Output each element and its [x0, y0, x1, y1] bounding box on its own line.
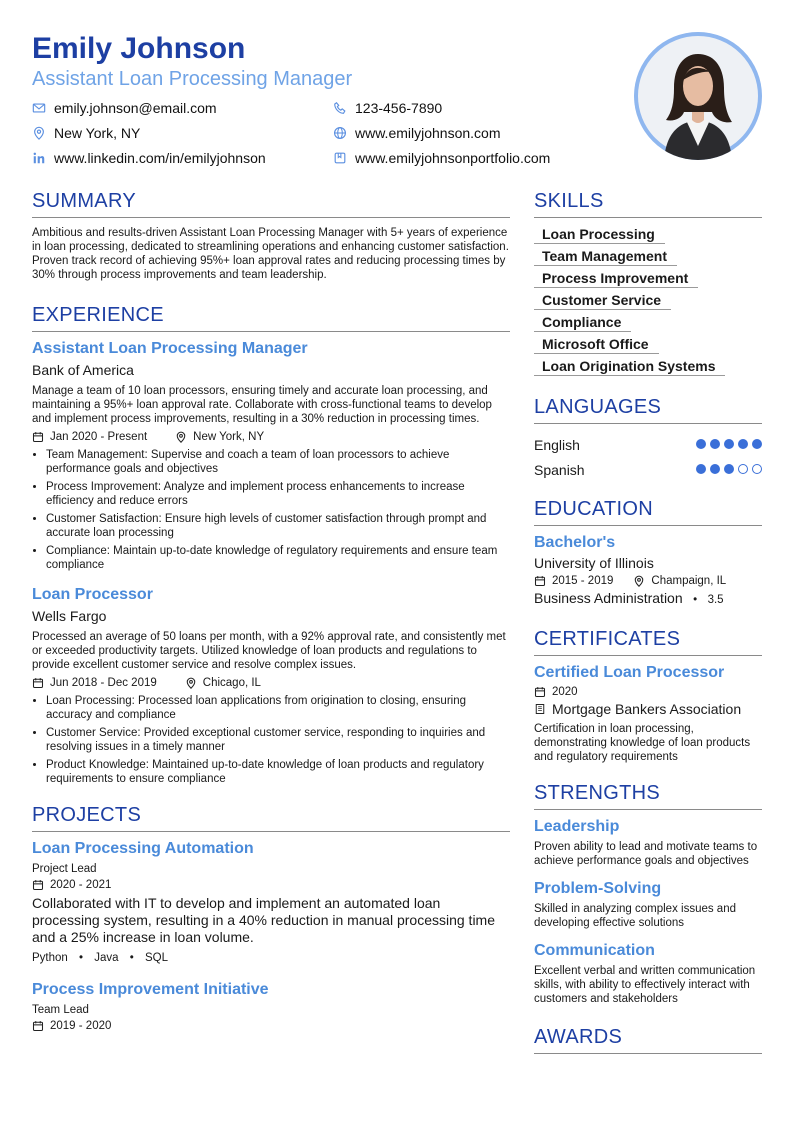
job-2-description: Processed an average of 50 loans per month, with a 92% approval rate, and consistently met or exceeded productivity targets. Utilized knowledge of loan products and regulations to provide excellent customer service and resolve complex issues. [32, 631, 506, 671]
project-1-name: Loan Processing Automation [32, 840, 254, 857]
calendar-icon [32, 1020, 44, 1032]
education-heading: EDUCATION [534, 498, 762, 526]
strength-2-name: Problem-Solving [534, 880, 662, 897]
education-degree: Bachelor's [534, 534, 616, 551]
location-icon [32, 126, 46, 140]
strength-1-description: Proven ability to lead and motivate teams to achieve performance goals and objectives [534, 841, 758, 867]
certificate-issuer: Mortgage Bankers Association [552, 701, 742, 717]
project-1-description: Collaborated with IT to develop and implement an automated loan processing system, resulting in a 40% reduction in manual processing time and a 25% increase in loan volume. [32, 895, 496, 945]
certificate-name: Certified Loan Processor [534, 664, 725, 681]
calendar-icon [534, 686, 546, 698]
phone-text[interactable]: 123-456-7890 [355, 100, 443, 116]
job-2-dates: Jun 2018 - Dec 2019 [50, 677, 157, 689]
language-row [534, 432, 762, 457]
skill-tag: Compliance [534, 314, 631, 332]
linkedin-text[interactable]: www.linkedin.com/in/emilyjohnson [54, 150, 266, 166]
skill-tag: Team Management [534, 248, 677, 266]
certificates-heading: CERTIFICATES [534, 628, 762, 656]
job-2-meta [32, 677, 510, 689]
language-name: English [534, 436, 580, 453]
summary-text: Ambitious and results-driven Assistant Loan Processing Manager with 5+ years of experience in loan processing, dedicated to streamlining operations and enhancing customer satisfaction. Proven track record of achieving 95%+ loan approval rates and reducing processing times by 30% through process improvements and team leadership. [32, 227, 509, 281]
dot-filled [696, 439, 706, 449]
education-dates: 2015 - 2019 [552, 575, 614, 587]
languages-list [534, 432, 762, 482]
job-1-description: Manage a team of 10 loan processors, ensuring timely and accurate loan processing, and maintaining a 95%+ loan approval rate. Collaborate with cross-functional teams to develop and implement process improvements, resulting in a 30% reduction in processing times. [32, 385, 492, 425]
project-2-meta [32, 1020, 510, 1032]
right-column [534, 190, 762, 1054]
skills-list [534, 226, 762, 380]
list-item: • Team Management: Supervise and coach a team of loan processors to achieve performance goals and objectives [46, 448, 510, 476]
certificate-year-row [534, 686, 762, 698]
job-2-role: Loan Processor [32, 586, 153, 603]
list-item: • Customer Service: Provided exceptional customer service, responding to inquiries and resolving issues in a timely manner [46, 726, 510, 754]
profile-photo [634, 32, 762, 160]
skills-heading: SKILLS [534, 190, 762, 218]
mail-icon [32, 101, 46, 115]
certificate-year: 2020 [552, 686, 578, 698]
education-school: University of Illinois [534, 555, 654, 571]
contact-phone[interactable] [333, 100, 442, 116]
candidate-name: Emily Johnson [32, 32, 246, 65]
calendar-icon [32, 431, 44, 443]
education-location: Champaign, IL [651, 575, 727, 587]
candidate-title: Assistant Loan Processing Manager [32, 68, 353, 90]
project-2-name: Process Improvement Initiative [32, 981, 269, 998]
dot-filled [752, 439, 762, 449]
strength-2 [534, 880, 762, 930]
email-text[interactable]: emily.johnson@email.com [54, 100, 217, 116]
contact-website[interactable] [333, 125, 501, 141]
job-1-bullets [32, 448, 510, 572]
website-text[interactable]: www.emilyjohnson.com [355, 125, 501, 141]
linkedin-icon [32, 151, 46, 165]
strength-2-description: Skilled in analyzing complex issues and developing effective solutions [534, 903, 736, 929]
education-field: Business Administration [534, 590, 683, 606]
calendar-icon [32, 677, 44, 689]
language-row [534, 457, 762, 482]
dot-filled [724, 439, 734, 449]
skill-tag: Process Improvement [534, 270, 698, 288]
skill-tag: Loan Origination Systems [534, 358, 725, 376]
dot-empty [752, 464, 762, 474]
skill-tag: Loan Processing [534, 226, 665, 244]
skill-tag: Microsoft Office [534, 336, 659, 354]
strengths-heading: STRENGTHS [534, 782, 762, 810]
location-pin-icon [175, 431, 187, 443]
project-2 [32, 981, 510, 1032]
strength-3 [534, 942, 762, 1006]
project-1-tools: Python • Java • SQL [32, 952, 168, 964]
calendar-icon [32, 879, 44, 891]
languages-heading: LANGUAGES [534, 396, 762, 424]
globe-icon [333, 126, 347, 140]
project-1 [32, 840, 510, 965]
list-item: • Compliance: Maintain up-to-date knowledge of regulatory requirements and ensure team compliance [46, 544, 510, 572]
contact-email[interactable] [32, 100, 217, 116]
list-item: • Loan Processing: Processed loan applications from origination to closing, ensuring accuracy and compliance [46, 694, 510, 722]
certificate-description: Certification in loan processing, demonstrating knowledge of loan products and regulatory requirements [534, 723, 751, 763]
education-entry [534, 534, 762, 608]
project-2-dates: 2019 - 2020 [50, 1020, 112, 1032]
job-1 [32, 340, 510, 572]
job-2-bullets [32, 694, 510, 786]
experience-heading: EXPERIENCE [32, 304, 510, 332]
calendar-icon [534, 575, 546, 587]
job-1-location: New York, NY [193, 431, 265, 443]
skill-tag: Customer Service [534, 292, 671, 310]
list-item: • Product Knowledge: Maintained up-to-date knowledge of loan products and regulatory requirements to ensure compliance [46, 758, 510, 786]
project-1-dates: 2020 - 2021 [50, 879, 112, 891]
dot-filled [710, 439, 720, 449]
dot-empty [738, 464, 748, 474]
contact-linkedin[interactable] [32, 150, 266, 166]
proficiency-dots [692, 436, 762, 454]
location-pin-icon [633, 575, 645, 587]
summary-heading: SUMMARY [32, 190, 510, 218]
dot-filled [738, 439, 748, 449]
strength-3-description: Excellent verbal and written communication skills, with ability to effectively interact with customers and stakeholders [534, 965, 756, 1005]
contact-portfolio[interactable] [333, 150, 550, 166]
contact-location [32, 125, 140, 141]
building-icon [534, 703, 546, 715]
tool-tag: Java [94, 952, 119, 964]
phone-icon [333, 101, 347, 115]
location-pin-icon [185, 677, 197, 689]
project-2-role: Team Lead [32, 1004, 89, 1016]
strength-1-name: Leadership [534, 818, 620, 835]
job-2-company: Wells Fargo [32, 608, 107, 624]
language-name: Spanish [534, 461, 585, 478]
strength-3-name: Communication [534, 942, 655, 959]
location-text: New York, NY [54, 125, 141, 141]
education-field-row: Business Administration • 3.5 [534, 590, 724, 606]
education-meta [534, 575, 762, 587]
portfolio-text[interactable]: www.emilyjohnsonportfolio.com [355, 150, 551, 166]
education-gpa: 3.5 [707, 594, 724, 606]
job-2-location: Chicago, IL [202, 677, 261, 689]
project-1-role: Project Lead [32, 863, 97, 875]
bookmark-icon [333, 151, 347, 165]
list-item: • Process Improvement: Analyze and implement process enhancements to increase efficiency and reduce errors [46, 480, 510, 508]
project-1-meta [32, 879, 510, 891]
awards-heading: AWARDS [534, 1026, 762, 1054]
job-1-dates: Jan 2020 - Present [50, 431, 148, 443]
job-1-company: Bank of America [32, 362, 134, 378]
dot-filled [724, 464, 734, 474]
dot-filled [710, 464, 720, 474]
strength-1 [534, 818, 762, 868]
job-2 [32, 586, 510, 786]
job-1-meta [32, 431, 510, 443]
list-item: • Customer Satisfaction: Ensure high levels of customer satisfaction through prompt and accurate loan processing [46, 512, 510, 540]
certificate-entry [534, 664, 762, 764]
dot-filled [696, 464, 706, 474]
proficiency-dots [692, 461, 762, 479]
tool-tag: Python [32, 952, 68, 964]
left-column [32, 190, 510, 1032]
certificate-issuer-row [534, 701, 762, 717]
projects-heading: PROJECTS [32, 804, 510, 832]
tool-tag: SQL [144, 952, 168, 964]
job-1-role: Assistant Loan Processing Manager [32, 340, 308, 357]
